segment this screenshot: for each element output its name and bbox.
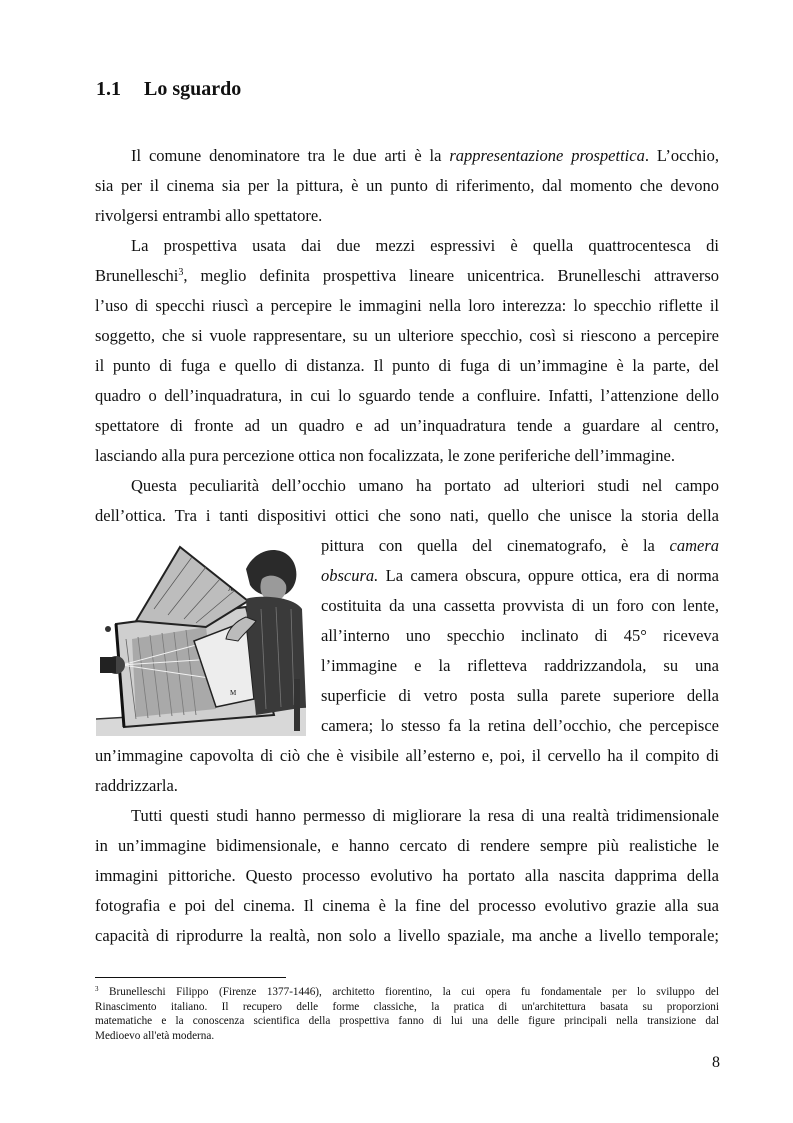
figure-label-m: M	[230, 689, 237, 697]
text-line: dell’ottica. Tra i tanti dispositivi ottici che sono nati, quello che unisce la storia della	[95, 506, 719, 525]
text-line: fotografia e poi del cinema. Il cinema è la fine del processo evolutivo grazie alla sua	[95, 896, 719, 915]
text-line: un’immagine capovolta di ciò che è visibile all’esterno e, poi, il cervello ha il compito di	[95, 746, 719, 765]
text-line: immagini pittoriche. Questo processo evolutivo ha portato alla nascita dapprima della	[95, 866, 719, 885]
text-line: spettatore di fronte ad un quadro e ad un’inquadratura tende a guardare al centro,	[95, 416, 719, 435]
footnote-line: Rinascimento italiano. Il recupero delle forme classiche, la pratica di un'architettura basata su proporzioni	[95, 1000, 719, 1013]
text-line: Brunelleschi$^3$, meglio definita prospettiva lineare unicentrica. Brunelleschi attraverso	[95, 266, 719, 285]
camera-obscura-engraving-icon	[96, 529, 306, 736]
text-line: quadro o dell’inquadratura, in cui lo sguardo tende a confluire. Infatti, l’attenzione dello	[95, 386, 719, 405]
text-line: rivolgersi entrambi allo spettatore.	[95, 206, 323, 225]
text-line: pittura con quella del cinematografo, è la camera	[321, 536, 719, 555]
text-line: soggetto, che si vuole rappresentare, su un ulteriore specchio, così si riescono a percepire	[95, 326, 719, 345]
text-line: l’immagine e la rifletteva raddrizzandola, su una	[321, 656, 719, 675]
footnote-line: $^3$ Brunelleschi Filippo (Firenze 1377-1446), architetto fiorentino, la cui opera fu fondamentale per lo sviluppo del	[95, 985, 719, 998]
text-line: capacità di riprodurre la realtà, non solo a livello spaziale, ma anche a livello temporale;	[95, 926, 719, 945]
section-heading	[96, 76, 241, 102]
text-line: costituita da una cassetta provvista di un foro con lente,	[321, 596, 719, 615]
text-line: La prospettiva usata dai due mezzi espressivi è quella quattrocentesca di	[131, 236, 719, 255]
footnote	[95, 985, 719, 1043]
figure-label-a: A	[228, 585, 234, 593]
text-line: superficie di vetro posta sulla parete superiore della	[321, 686, 719, 705]
text-line: sia per il cinema sia per la pittura, è un punto di riferimento, dal momento che devono	[95, 176, 719, 195]
camera-obscura-illustration	[96, 529, 306, 736]
text-line: il punto di fuga e quello di distanza. Il punto di fuga di un’immagine è la parte, del	[95, 356, 719, 375]
footnote-ref[interactable]: 3	[178, 267, 184, 278]
footnote-rule	[95, 977, 286, 978]
section-title: Lo sguardo	[144, 78, 242, 100]
footnote-line: Medioevo all'età moderna.	[95, 1029, 215, 1042]
text-line: raddrizzarla.	[95, 776, 178, 795]
text-line: all’interno uno specchio inclinato di 45° riceveva	[321, 626, 719, 645]
footnote-mark: 3	[95, 985, 99, 993]
text-line: Il comune denominatore tra le due arti è la rappresentazione prospettica. L’occhio,	[131, 146, 719, 165]
text-line: Tutti questi studi hanno permesso di migliorare la resa di una realtà tridimensionale	[131, 806, 719, 825]
text-line: in un’immagine bidimensionale, e hanno cercato di rendere sempre più realistiche le	[95, 836, 719, 855]
page-number: 8	[712, 1054, 720, 1071]
text-line: lasciando alla pura percezione ottica non focalizzata, le zone periferiche dell’immagine.	[95, 446, 675, 465]
text-line: Questa peculiarità dell’occhio umano ha portato ad ulteriori studi nel campo	[131, 476, 719, 495]
text-line: camera; lo stesso fa la retina dell’occhio, che percepisce	[321, 716, 719, 735]
section-number: 1.1	[96, 78, 121, 100]
text-line: obscura. La camera obscura, oppure ottica, era di norma	[321, 566, 719, 585]
text-line: l’uso di specchi riuscì a percepire le immagini nella loro interezza: lo specchio riflette il	[95, 296, 719, 315]
footnote-line: matematiche e la conoscenza scientifica della prospettiva fanno di lui una delle figure principali nella transizione dal	[95, 1015, 719, 1027]
